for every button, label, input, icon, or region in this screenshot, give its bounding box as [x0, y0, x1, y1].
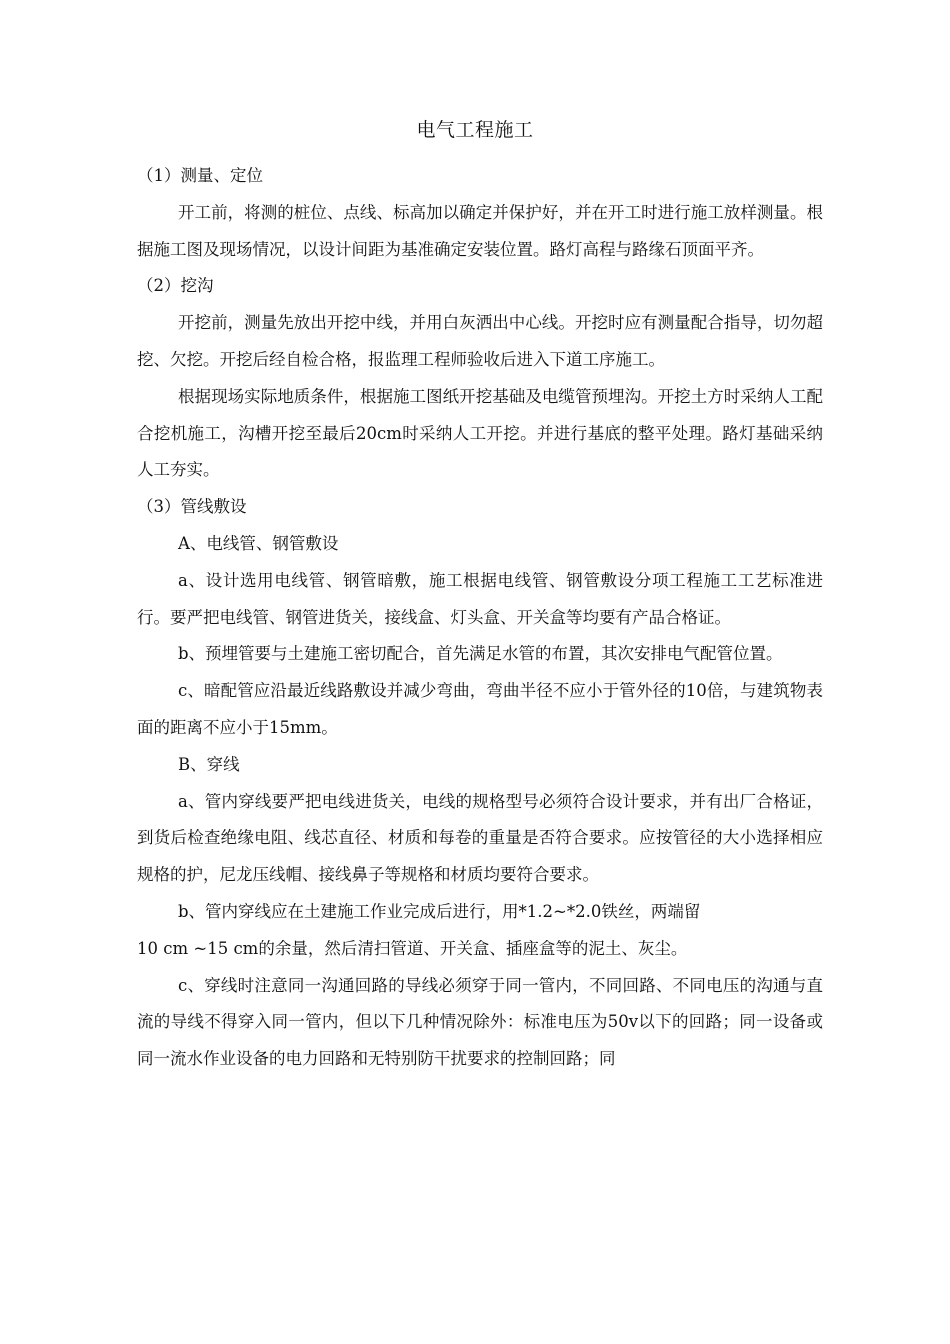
paragraph-trench-1: 开挖前，测量先放出开挖中线，并用白灰洒出中心线。开挖时应有测量配合指导，切勿超挖、欠挖。开挖后经自检合格，报监理工程师验收后进入下道工序施工。 [137, 313, 823, 369]
section-heading-trench: （2）挖沟 [137, 276, 214, 296]
paragraph-wiring-b [137, 894, 823, 968]
paragraph-conduit-c: c、暗配管应沿最近线路敷设并减少弯曲，弯曲半径不应小于管外径的10倍，与建筑物表面的距离不应小于15mm。 [137, 681, 823, 737]
paragraph-wiring-b-line-1: b、管内穿线应在土建施工作业完成后进行，用*1.2~*2.0铁丝，两端留 [178, 901, 701, 921]
paragraph-conduit-a: a、设计选用电线管、钢管暗敷，施工根据电线管、钢管敷设分项工程施工工艺标准进行。要严把电线管、钢管进货关，接线盒、灯头盒、开关盒等均要有产品合格证。 [137, 570, 823, 627]
paragraph-wiring-b-line-2: 10 cm ~15 cm的余量，然后清扫管道、开关盒、插座盒等的泥土、灰尘。 [137, 938, 688, 958]
paragraph-survey: 开工前，将测的桩位、点线、标高加以确定并保护好，并在开工时进行施工放样测量。根据施工图及现场情况，以设计间距为基准确定安装位置。路灯高程与路缘石顶面平齐。 [137, 202, 823, 259]
subheading-wiring: B、穿线 [178, 754, 240, 774]
paragraph-wiring-c: c、穿线时注意同一沟通回路的导线必须穿于同一管内，不同回路、不同电压的沟通与直流的导线不得穿入同一管内，但以下几种情况除外：标准电压为50v以下的回路；同一设备或同一流水作业设备的电力回路和无特别防干扰要求的控制回路；同 [137, 975, 823, 1069]
subheading-conduit: A、电线管、钢管敷设 [178, 533, 339, 553]
paragraph-trench-2: 根据现场实际地质条件，根据施工图纸开挖基础及电缆管预埋沟。开挖土方时采纳人工配合挖机施工，沟槽开挖至最后20cm时采纳人工开挖。并进行基底的整平处理。路灯基础采纳人工夯实。 [137, 386, 823, 480]
paragraph-conduit-b: b、预埋管要与土建施工密切配合，首先满足水管的布置，其次安排电气配管位置。 [178, 644, 783, 664]
section-heading-survey: （1）测量、定位 [137, 166, 263, 185]
document-body [137, 158, 823, 1078]
paragraph-wiring-a: a、管内穿线要严把电线进货关，电线的规格型号必须符合设计要求，并有出厂合格证，到货后检查绝缘电阻、线芯直径、材质和每卷的重量是否符合要求。应按管径的大小选择相应规格的护，尼龙压线帽、接线鼻子等规格和材质均要符合要求。 [137, 791, 823, 885]
document-title: 电气工程施工 [416, 119, 534, 141]
section-heading-piping: （3）管线敷设 [137, 497, 247, 517]
